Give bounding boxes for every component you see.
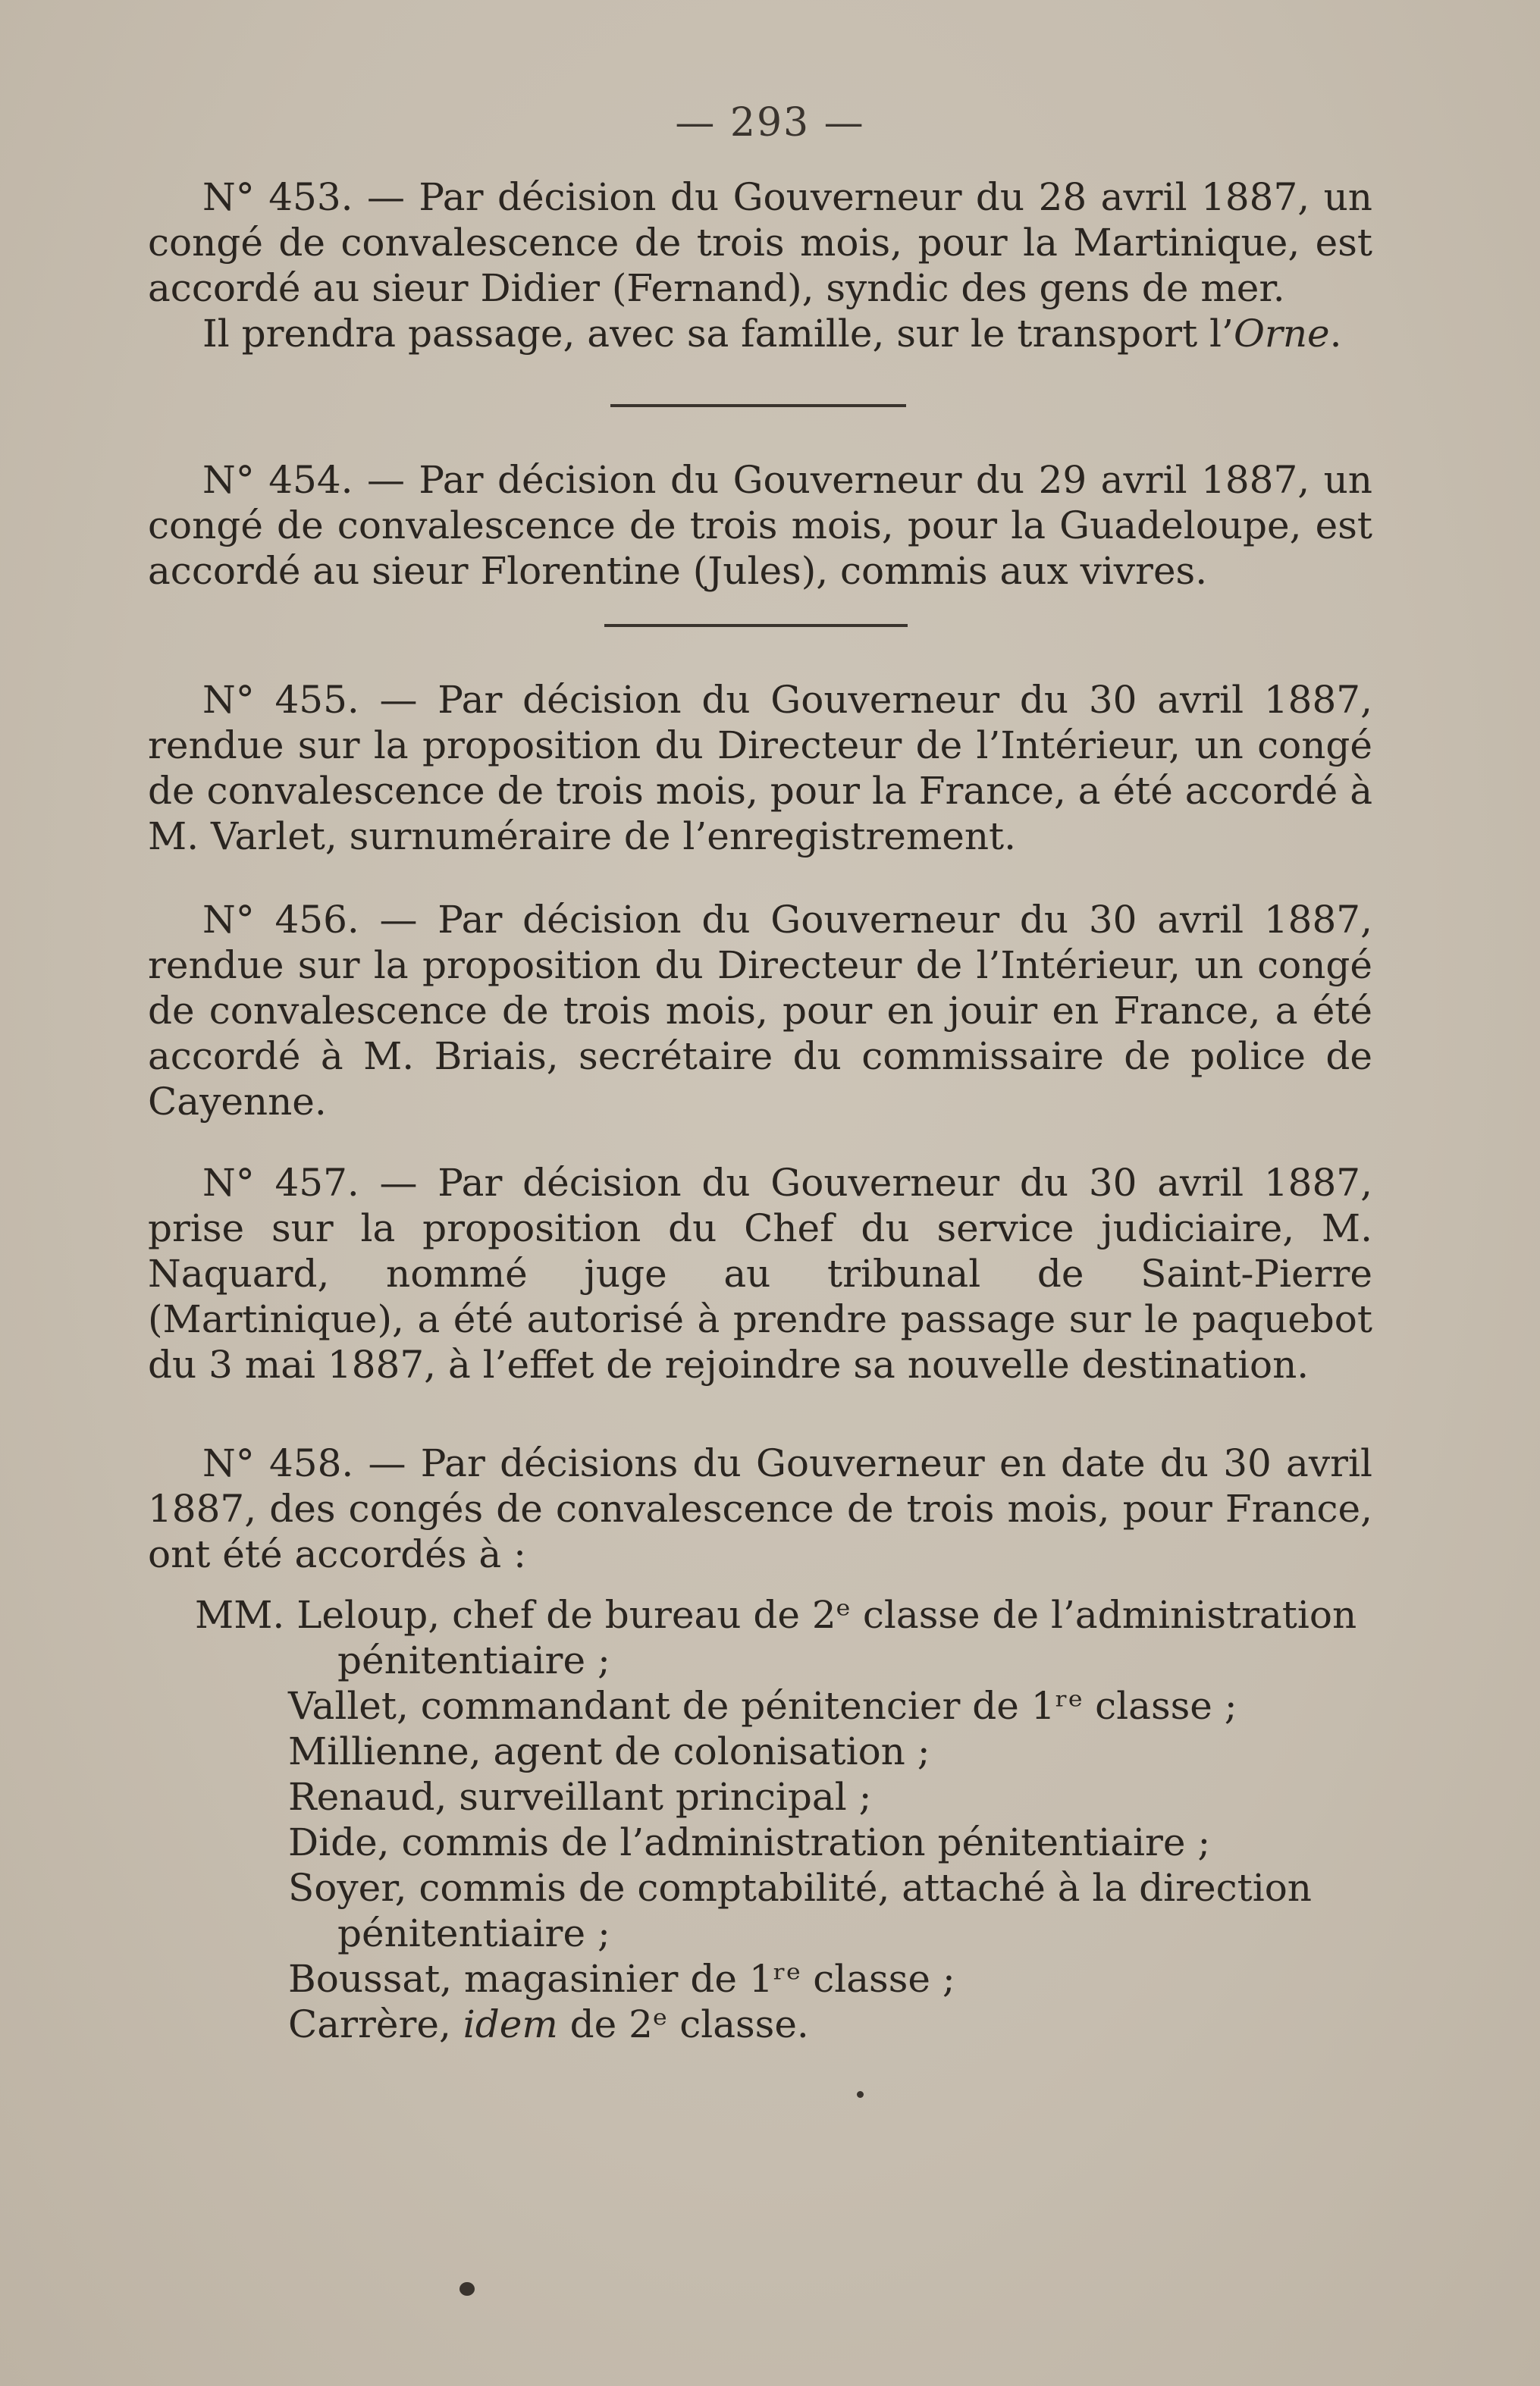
list-item: Boussat, magasinier de 1ʳᵉ classe ; [288,1957,955,2001]
page-number: — 293 — [675,100,865,146]
separator-rule [610,404,906,407]
list-item: Millienne, agent de colonisation ; [288,1729,930,1773]
entry-458 [148,1441,1372,1577]
separator-rule [604,624,908,627]
recipients-list [148,1592,1372,2047]
list-item: Soyer, commis de comptabilité, attaché à la direction [288,1866,1312,1910]
entry-456 [148,897,1372,1124]
entry-text: N° 453. — Par décision du Gouverneur du 28 avril 1887, un congé de convalescence de trois mois, pour la Martinique, est accordé au sieur Didier (Fernand), syndic des gens de mer. [148,175,1372,310]
list-item: Dide, commis de l’administration pénitentiaire ; [288,1820,1211,1864]
entry-455 [148,677,1372,859]
list-prefix: MM. [195,1593,285,1637]
entry-457 [148,1160,1372,1387]
entry-453 [148,174,1372,356]
print-speck [459,2282,475,2296]
list-item: MM. Leloup, chef de bureau de 2ᵉ classe de l’administration [195,1593,1357,1637]
list-item-continuation: pénitentiaire ; [337,1638,610,1682]
entry-text: N° 456. — Par décision du Gouverneur du 30 avril 1887, rendue sur la proposition du Directeur de l’Intérieur, un congé de convalescence de trois mois, pour en jouir en France, a été accordé à M. Briais, secrétaire du commissaire de police de Cayenne. [148,898,1372,1124]
entry-extra: Il prendra passage, avec sa famille, sur le transport l’Orne. [202,312,1342,356]
entry-text: N° 457. — Par décision du Gouverneur du 30 avril 1887, prise sur la proposition du Chef du service judiciaire, M. Naquard, nommé juge au tribunal de Saint-Pierre (Martinique), a été autorisé à prendre passage sur le paquebot du 3 mai 1887, à l’effet de rejoindre sa nouvelle destination. [148,1161,1372,1387]
entry-text: N° 458. — Par décisions du Gouverneur en date du 30 avril 1887, des congés de convalescence de trois mois, pour France, ont été accordés à : [148,1441,1372,1576]
list-item: Renaud, surveillant principal ; [288,1775,872,1819]
entry-text: N° 455. — Par décision du Gouverneur du 30 avril 1887, rendue sur la proposition du Directeur de l’Intérieur, un congé de convalescence de trois mois, pour la France, a été accordé à M. Varlet, surnuméraire de l’enregistrement. [148,678,1372,858]
list-item: Carrère, idem de 2ᵉ classe. [288,2002,809,2046]
list-item: Vallet, commandant de pénitencier de 1ʳᵉ classe ; [288,1684,1237,1728]
list-item-continuation: pénitentiaire ; [337,1911,610,1955]
entry-454 [148,457,1372,594]
print-speck [857,2091,864,2098]
entry-text: N° 454. — Par décision du Gouverneur du 29 avril 1887, un congé de convalescence de trois mois, pour la Guadeloupe, est accordé au sieur Florentine (Jules), commis aux vivres. [148,458,1372,593]
